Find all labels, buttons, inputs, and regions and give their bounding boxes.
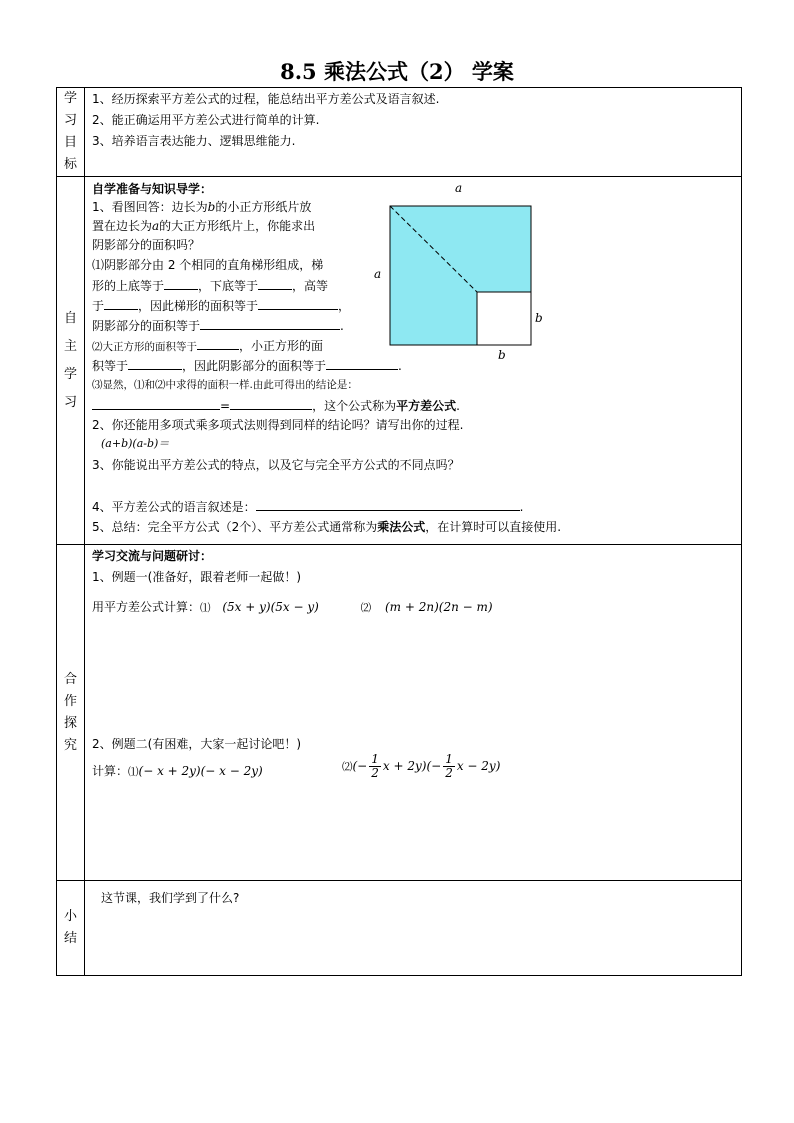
text: 计算： (92, 764, 129, 778)
worksheet-table (56, 87, 742, 976)
label-char: 习 (63, 113, 77, 128)
cooperation-row (57, 545, 742, 881)
section-heading: 自学准备与知识导学： (92, 182, 213, 196)
blank[interactable] (92, 397, 220, 410)
text: 的小正方形纸片放 (215, 200, 312, 214)
part-1-line: ⑴阴影部分由 2 个相同的直角梯形组成，梯 (92, 258, 324, 272)
text: = (220, 399, 231, 413)
problem-number: ⑵ (360, 602, 372, 614)
text: ，因此梯形的面积等于 (138, 299, 259, 313)
text: 乘法公式 (377, 520, 426, 534)
question-1-line: 阴影部分的面积吗？ (92, 238, 201, 252)
question-4 (92, 498, 523, 515)
text: . (340, 319, 344, 333)
text: ，在计算时可以直接使用. (425, 520, 562, 534)
example-1-problems (92, 599, 493, 616)
text: 于 (92, 299, 105, 313)
part-2-line (92, 357, 402, 374)
problem-number: ⑴ (200, 602, 211, 614)
blank[interactable] (230, 397, 312, 410)
blank[interactable] (164, 277, 198, 290)
part-2-line (92, 337, 323, 355)
self-study-row (57, 177, 742, 545)
problem-number: ⑵ (342, 761, 353, 773)
label-char: 学 (63, 91, 77, 106)
text: ，高等 (292, 279, 329, 293)
label-char: 标 (63, 157, 77, 172)
blank[interactable] (258, 277, 292, 290)
goals-content (85, 88, 742, 177)
expression: (m + 2n)(2n − m) (384, 600, 493, 614)
denominator: 2 (445, 766, 453, 780)
denominator: 2 (371, 766, 379, 780)
goals-label (57, 88, 85, 177)
var-b: b (207, 200, 216, 214)
text: 5、总结：完全平方公式（2个）、平方差公式通常称为 (92, 520, 378, 534)
part-3-line (92, 397, 460, 414)
part-3-line: ⑶显然，⑴和⑵中求得的面积一样.由此可得出的结论是： (92, 379, 358, 391)
goals-row (57, 88, 742, 177)
blank[interactable] (258, 297, 338, 310)
section-heading: 学习交流与问题研讨： (92, 549, 213, 563)
text: 形的上底等于 (92, 279, 165, 293)
blank[interactable] (197, 337, 239, 350)
self-study-label (57, 177, 85, 545)
small-square (477, 292, 531, 345)
text: . (456, 399, 460, 413)
example-2-problem-1 (92, 763, 263, 780)
label-char: 目 (63, 135, 77, 150)
text: . (398, 359, 402, 373)
text: ，下底等于 (198, 279, 259, 293)
label-right-b: b (535, 311, 543, 325)
text: 积等于 (92, 359, 129, 373)
summary-label (57, 881, 85, 976)
question-2-formula: (a+b)(a-b)＝ (101, 437, 170, 450)
label-top-a: a (455, 181, 463, 195)
label-char: 学 (63, 366, 77, 382)
label-char: 作 (63, 693, 77, 709)
text: 1、看图回答：边长为 (92, 200, 208, 214)
var-a: a (152, 219, 160, 233)
expression: (5x + y)(5x − y) (222, 600, 319, 614)
example-2-title: 2、例题二(有困难，大家一起讨论吧！) (92, 737, 301, 751)
numerator: 1 (445, 752, 453, 766)
self-study-content (85, 177, 742, 545)
example-1-title: 1、例题一(准备好，跟着老师一起做！) (92, 570, 301, 584)
question-2: 2、你还能用多项式乘多项式法则得到同样的结论吗？请写出你的过程. (92, 418, 464, 432)
text: 阴影部分的面积等于 (92, 319, 201, 333)
part-1-line (92, 277, 328, 294)
part-1-line (92, 297, 350, 314)
text: ， (338, 299, 351, 313)
question-1-line (92, 218, 315, 234)
text: 4、平方差公式的语言叙述是： (92, 500, 256, 514)
numerator: 1 (371, 752, 379, 766)
blank[interactable] (104, 297, 138, 310)
label-char: 主 (63, 338, 77, 354)
expression: (− x + 2y)(− x − 2y) (138, 764, 263, 778)
part-1-line (92, 317, 344, 334)
text: ⑵大正方形的面积等于 (92, 341, 197, 353)
label-char: 究 (63, 737, 77, 753)
problem-number: ⑴ (128, 766, 139, 778)
text: ，这个公式称为 (312, 399, 397, 413)
text: 平方差公式 (396, 399, 457, 413)
label-bottom-b: b (498, 348, 506, 362)
cooperation-content (85, 545, 742, 881)
blank[interactable] (200, 317, 340, 330)
page-title: 8.5 乘法公式（2） 学案 (280, 59, 514, 84)
text: 置在边长为 (92, 219, 153, 233)
square-diagram (373, 187, 543, 367)
goal-item: 2、能正确运用平方差公式进行简单的计算. (92, 113, 320, 127)
label-char: 合 (63, 671, 77, 687)
example-2-problem-2 (342, 753, 500, 780)
expression: x + 2y)(− (382, 759, 442, 773)
goal-item: 3、培养语言表达能力、逻辑思维能力. (92, 134, 296, 148)
summary-row (57, 881, 742, 976)
label-char: 结 (63, 931, 77, 946)
question-3: 3、你能说出平方差公式的特点，以及它与完全平方公式的不同点吗？ (92, 458, 460, 472)
summary-text: 这节课，我们学到了什么? (101, 891, 240, 905)
label-char: 探 (63, 715, 77, 731)
blank[interactable] (128, 357, 182, 370)
expression: (− (352, 759, 368, 773)
question-5 (92, 519, 561, 535)
fraction (443, 753, 455, 780)
label-char: 小 (63, 909, 77, 924)
square-figure (373, 181, 543, 367)
label-char: 习 (63, 394, 77, 410)
label-left-a: a (374, 267, 382, 281)
label-char: 自 (63, 310, 77, 326)
text: . (519, 500, 524, 514)
fraction (369, 753, 381, 780)
summary-content (85, 881, 742, 976)
expression: x − 2y) (456, 759, 501, 773)
goal-item: 1、经历探索平方差公式的过程，能总结出平方差公式及语言叙述. (92, 92, 440, 106)
cooperation-label (57, 545, 85, 881)
blank[interactable] (256, 498, 520, 511)
text: ，小正方形的面 (239, 339, 324, 353)
text: 用平方差公式计算： (92, 600, 201, 614)
text: ，因此阴影部分的面积等于 (182, 359, 327, 373)
question-1-line (92, 199, 311, 215)
text: 的大正方形纸片上，你能求出 (159, 219, 316, 233)
